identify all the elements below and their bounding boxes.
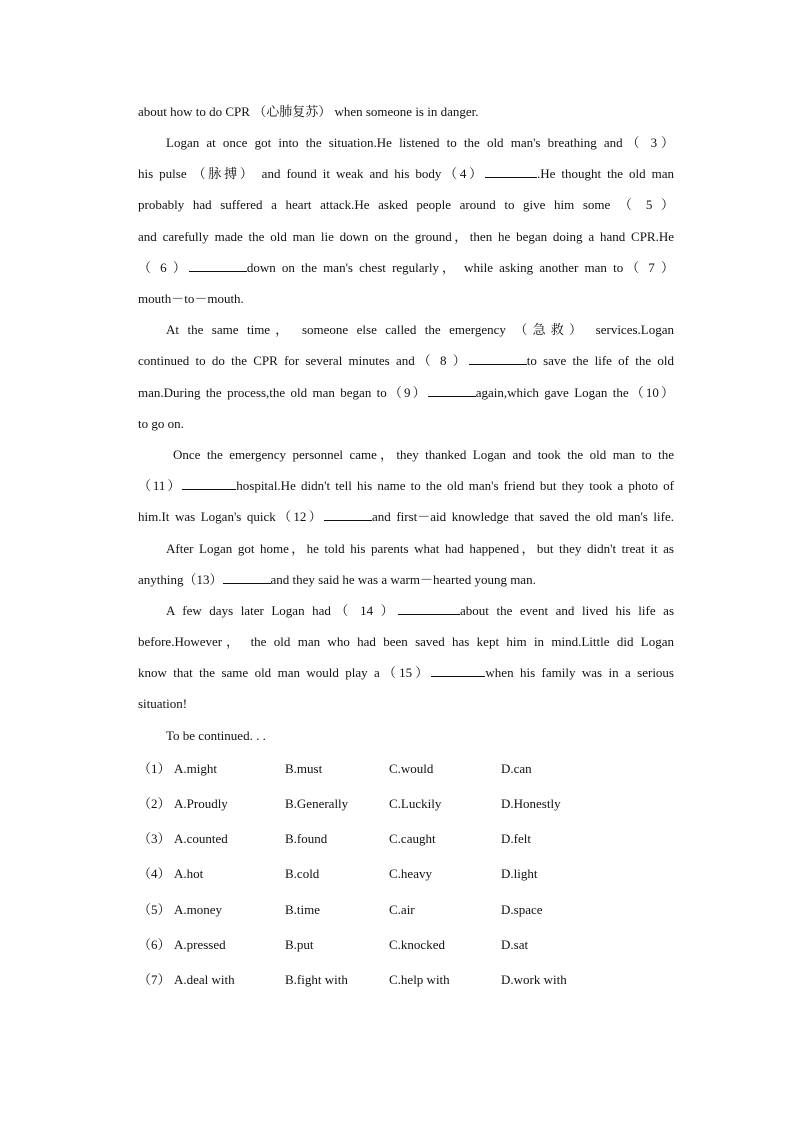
option-d: D.work with <box>501 972 567 987</box>
option-b: B.fight with <box>285 972 348 987</box>
passage-line: situation! <box>138 696 188 711</box>
option-c: C.heavy <box>389 866 432 881</box>
option-b: B.cold <box>285 866 320 881</box>
answer-blank <box>223 569 271 584</box>
option-d: D.can <box>501 761 532 776</box>
passage-line: man.During the process,the old man began to（9） again,which gave Logan the（10） <box>138 382 674 404</box>
question-options: （4） A.hot B.cold C.heavy D.light <box>138 863 674 885</box>
option-d: D.Honestly <box>501 796 561 811</box>
answer-blank <box>189 257 247 272</box>
question-options: （3） A.counted B.found C.caught D.felt <box>138 828 674 850</box>
option-a: A.might <box>174 761 217 776</box>
passage-line: anything（13） and they said he was a warm－hearted young man. <box>138 569 674 591</box>
passage-line: Once the emergency personnel came，they thanked Logan and took the old man to the <box>173 447 674 462</box>
passage-line: him.It was Logan's quick（12） and first－aid knowledge that saved the old man's life. <box>138 506 674 528</box>
answer-blank <box>469 350 527 365</box>
option-b: B.found <box>285 831 328 846</box>
answer-blank <box>431 662 485 677</box>
passage-line: （ 6 ） down on the man's chest regularly， while asking another man to（ 7 ） <box>138 257 674 279</box>
option-a: A.counted <box>174 831 228 846</box>
option-b: B.must <box>285 761 323 776</box>
answer-blank <box>398 600 460 615</box>
option-c: C.caught <box>389 831 436 846</box>
option-b: B.time <box>285 902 321 917</box>
option-d: D.space <box>501 902 543 917</box>
option-a: A.hot <box>174 866 204 881</box>
question-options: （6） A.pressed B.put C.knocked D.sat <box>138 934 674 956</box>
question-options: （1） A.might B.must C.would D.can <box>138 758 674 780</box>
option-c: C.would <box>389 761 434 776</box>
answer-blank <box>324 506 372 521</box>
option-c: C.help with <box>389 972 450 987</box>
passage-line: probably had suffered a heart attack.He asked people around to give him some （ 5 ） <box>138 197 674 212</box>
option-b: B.put <box>285 937 314 952</box>
question-options: （5） A.money B.time C.air D.space <box>138 899 674 921</box>
passage-line: mouth－to－mouth. <box>138 291 244 306</box>
option-d: D.felt <box>501 831 531 846</box>
continued-note: To be continued. . . <box>166 728 266 743</box>
option-b: B.Generally <box>285 796 349 811</box>
option-a: A.deal with <box>174 972 235 987</box>
answer-blank <box>428 382 476 397</box>
passage-line: his pulse （脉搏） and found it weak and his body（4） .He thought the old man <box>138 163 674 185</box>
option-a: A.money <box>174 902 223 917</box>
answer-blank <box>182 475 236 490</box>
option-d: D.sat <box>501 937 529 952</box>
question-options: （2） A.Proudly B.Generally C.Luckily D.Honestly <box>138 793 674 815</box>
passage-line: continued to do the CPR for several minutes and（ 8 ） to save the life of the old <box>138 350 674 372</box>
passage-line: about how to do CPR （心肺复苏） when someone is in danger. <box>138 104 479 119</box>
option-a: A.pressed <box>174 937 226 952</box>
passage-line: Logan at once got into the situation.He listened to the old man's breathing and（ 3） <box>166 135 674 150</box>
question-options: （7） A.deal with B.fight with C.help with D.work with <box>138 969 674 991</box>
option-c: C.air <box>389 902 415 917</box>
passage-line: After Logan got home，he told his parents what had happened，but they didn't treat it as <box>166 541 674 556</box>
passage-line: A few days later Logan had（ 14 ） about the event and lived his life as <box>138 600 674 622</box>
passage-line: （11） hospital.He didn't tell his name to the old man's friend but they took a photo of <box>138 475 674 497</box>
option-a: A.Proudly <box>174 796 228 811</box>
passage-line: and carefully made the old man lie down on the ground，then he began doing a hand CPR.He <box>138 229 674 244</box>
answer-blank <box>485 163 537 178</box>
option-d: D.light <box>501 866 538 881</box>
option-c: C.knocked <box>389 937 445 952</box>
passage-line: to go on. <box>138 416 184 431</box>
passage-line: At the same time， someone else called the emergency （急救） services.Logan <box>166 322 674 337</box>
passage-line: know that the same old man would play a（15） when his family was in a serious <box>138 662 674 684</box>
option-c: C.Luckily <box>389 796 442 811</box>
passage-line: before.However， the old man who had been saved has kept him in mind.Little did Logan <box>138 634 674 649</box>
